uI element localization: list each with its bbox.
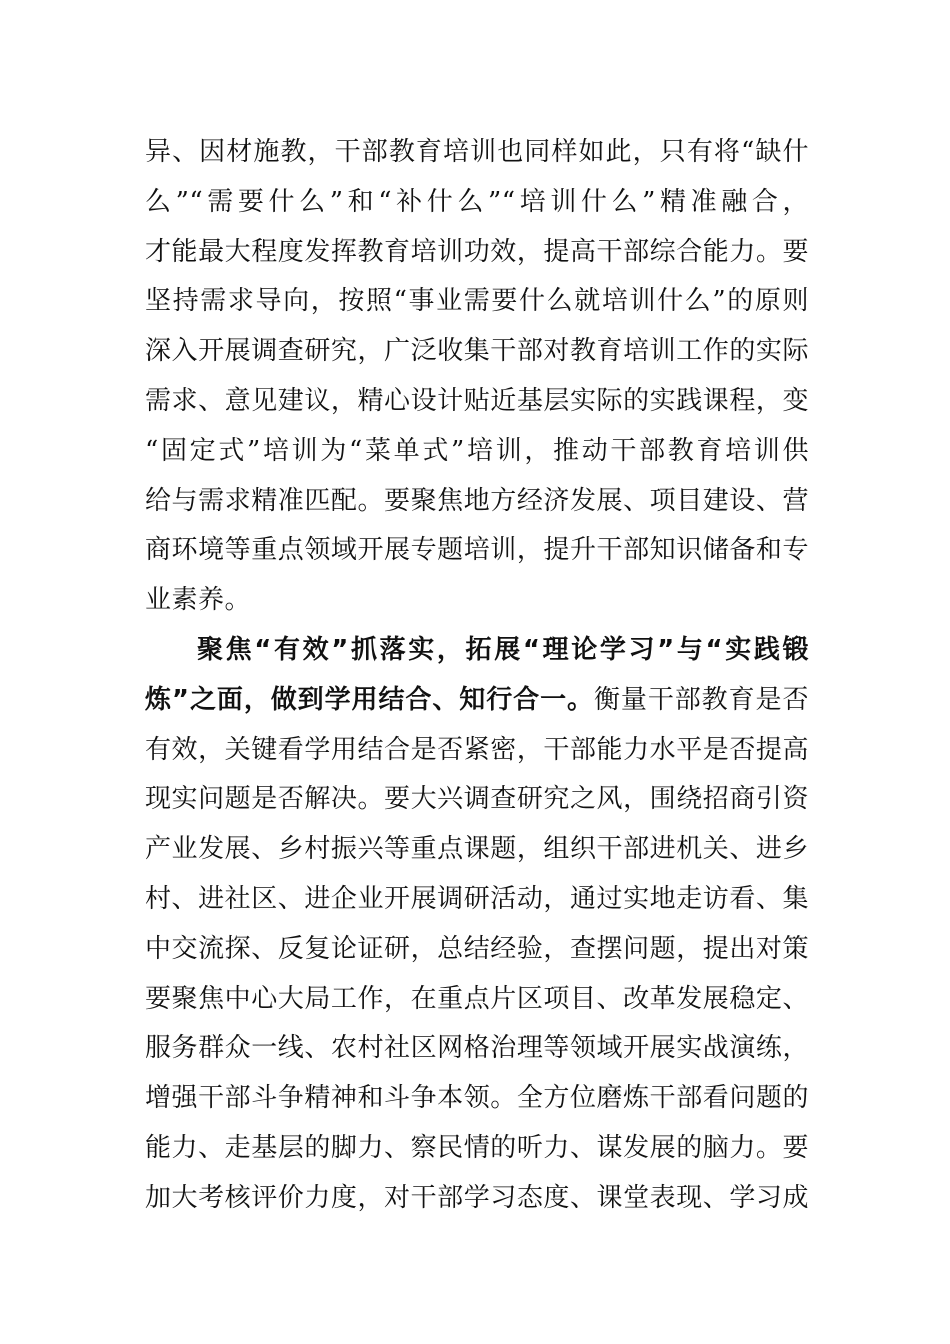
paragraph-line: 商环境等重点领域开展专题培训，提升干部知识储备和专 bbox=[145, 535, 809, 566]
paragraph-line: 业素养。 bbox=[145, 585, 252, 616]
paragraph-line: 坚持需求导向，按照“事业需要什么就培训什么”的原则 bbox=[145, 286, 809, 317]
section-heading-mixed-line bbox=[145, 676, 809, 726]
paragraph-text-fragment: 衡量干部教育是否 bbox=[593, 684, 809, 715]
paragraph-line: 么”“需要什么”和“补什么”“培训什么”精准融合， bbox=[145, 186, 809, 217]
paragraph-line: 要聚焦中心大局工作，在重点片区项目、改革发展稳定、 bbox=[145, 983, 809, 1014]
paragraph-line: 现实问题是否解决。要大兴调查研究之风，围绕招商引资 bbox=[145, 784, 809, 815]
document-body bbox=[145, 128, 809, 1224]
paragraph-line: 中交流探、反复论证研，总结经验，查摆问题，提出对策 bbox=[145, 933, 809, 964]
paragraph-line: “固定式”培训为“菜单式”培训，推动干部教育培训供 bbox=[145, 435, 809, 466]
paragraph-line: 有效，关键看学用结合是否紧密，干部能力水平是否提高 bbox=[145, 734, 809, 765]
paragraph-line: 才能最大程度发挥教育培训功效，提高干部综合能力。要 bbox=[145, 236, 809, 267]
section-heading-end: 炼”之面，做到学用结合、知行合一。 bbox=[145, 684, 594, 715]
paragraph-line: 加大考核评价力度，对干部学习态度、课堂表现、学习成 bbox=[145, 1182, 809, 1213]
paragraph-line: 增强干部斗争精神和斗争本领。全方位磨炼干部看问题的 bbox=[145, 1083, 809, 1114]
paragraph-line: 服务群众一线、农村社区网格治理等领域开展实战演练， bbox=[145, 1033, 809, 1064]
paragraph-line: 异、因材施教，干部教育培训也同样如此，只有将“缺什 bbox=[145, 137, 809, 167]
paragraph-line: 给与需求精准匹配。要聚焦地方经济发展、项目建设、营 bbox=[145, 485, 809, 516]
paragraph-line: 村、进社区、进企业开展调研活动，通过实地走访看、集 bbox=[145, 883, 809, 914]
paragraph-line: 深入开展调查研究，广泛收集干部对教育培训工作的实际 bbox=[145, 336, 809, 367]
paragraph-line: 产业发展、乡村振兴等重点课题，组织干部进机关、进乡 bbox=[145, 834, 809, 865]
paragraph-line: 能力、走基层的脚力、察民情的听力、谋发展的脑力。要 bbox=[145, 1132, 809, 1163]
paragraph-line: 需求、意见建议，精心设计贴近基层实际的实践课程，变 bbox=[145, 385, 809, 416]
section-heading-line: 聚焦“有效”抓落实，拓展“理论学习”与“实践锻 bbox=[197, 634, 809, 665]
